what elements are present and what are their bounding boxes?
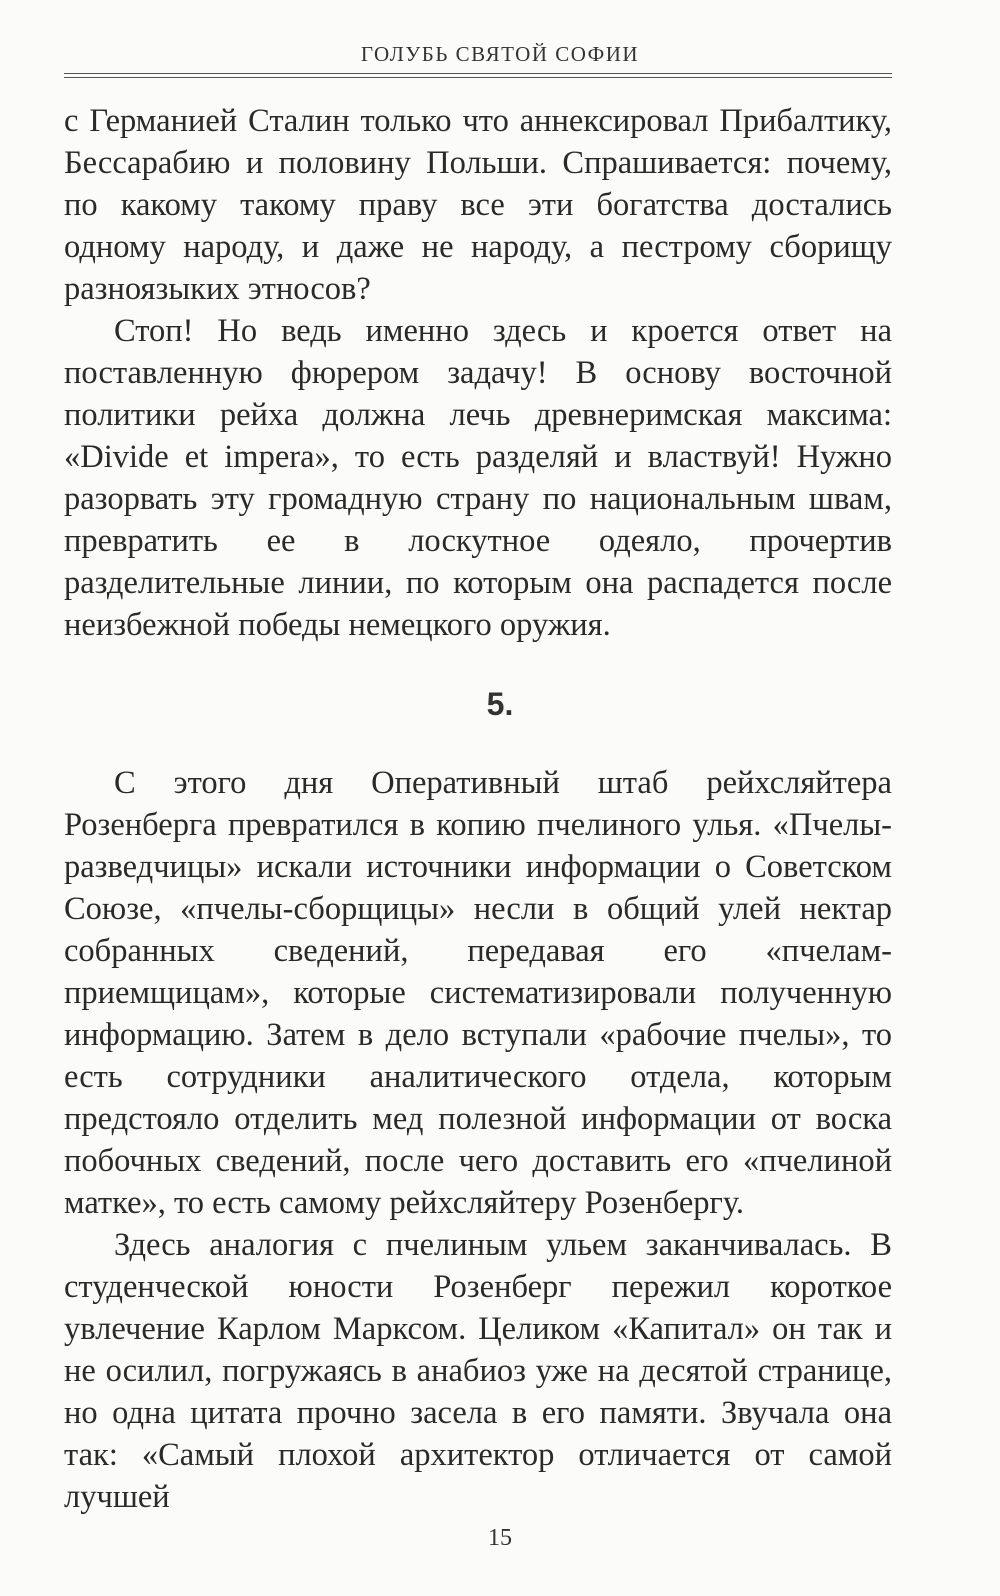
page-number: 15 (488, 1525, 512, 1551)
paragraph: Здесь аналогия с пчелиным ульем заканчивалась. В студенческой юности Розенберг пережил короткое увлечение Карлом Марксом. Целиком «Капитал» он так и не осилил, погружаясь в анабиоз уже на десятой странице, но одна цитата прочно засела в его памяти. Звучала она так: «Самый плохой архитектор отличается от самой лучшей (64, 1227, 892, 1515)
header-rule-bottom (64, 77, 892, 78)
paragraph-continuation: с Германией Сталин только что аннексировал Прибалтику, Бессарабию и половину Польши. Спрашивается: почему, по какому такому праву все эти богатства достались одному народу, и даже не народу, а пестрому сборищу разноязыких этносов? (64, 103, 892, 307)
chapter-number: 5. (486, 686, 514, 722)
text-block-top (64, 100, 892, 646)
paragraph: Стоп! Но ведь именно здесь и кроется ответ на поставленную фюрером задачу! В основу восточной политики рейха должна лечь древнеримская максима: «Divide et impera», то есть разделяй и властвуй! Нужно разорвать эту громадную страну по национальным швам, превратить ее в лоскутное одеяло, прочертив разделительные линии, по которым она распадется после неизбежной победы немецкого оружия. (64, 313, 892, 643)
running-title: ГОЛУБЬ СВЯТОЙ СОФИИ (360, 42, 640, 66)
header-rule-top (64, 73, 892, 74)
text-block-bottom (64, 762, 892, 1518)
paragraph: С этого дня Оперативный штаб рейхсляйтера Розенберга превратился в копию пчелиного улья. «Пчелы-разведчицы» искали источники информации о Советском Союзе, «пчелы-сборщицы» несли в общий улей нектар собранных сведений, передавая его «пчелам-приемщицам», которые систематизировали полученную информацию. Затем в дело вступали «рабочие пчелы», то есть сотрудники аналитического отдела, которым предстояло отделить мед полезной информации от воска побочных сведений, после чего доставить его «пчелиной матке», то есть самому рейхсляйтеру Розенбергу. (64, 765, 892, 1221)
